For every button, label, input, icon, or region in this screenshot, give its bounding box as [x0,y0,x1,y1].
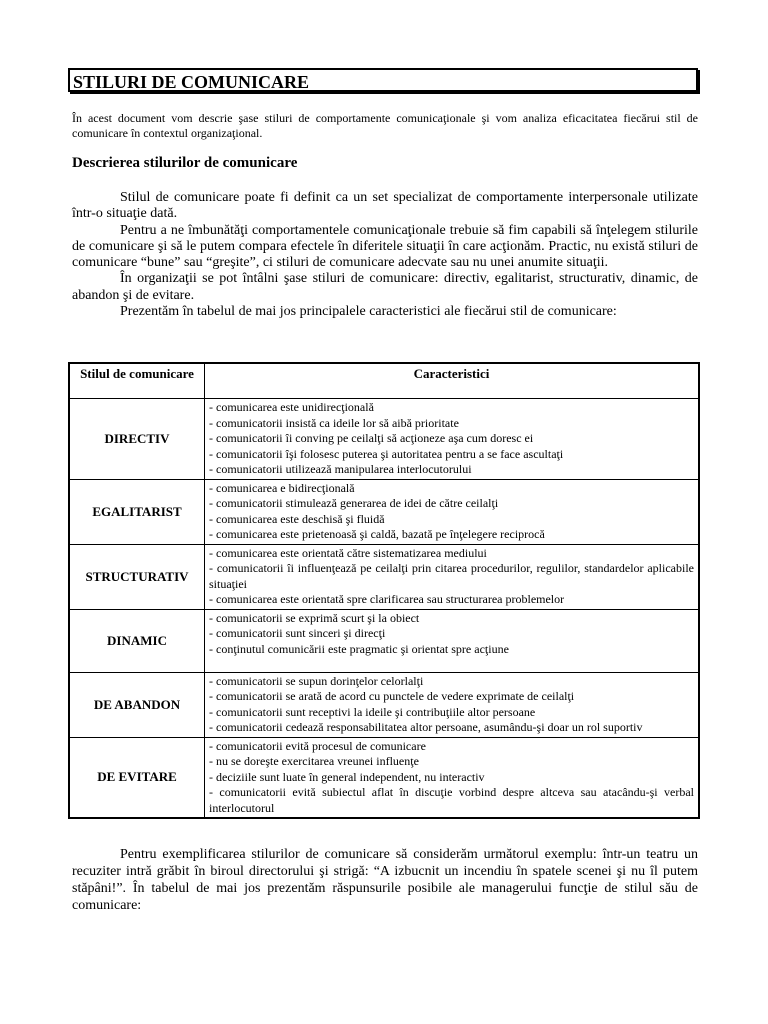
paragraph: Pentru a ne îmbunătăţi comportamentele comunicaţionale trebuie să fim capabili să înţelegem stilurile de comunicare şi să le putem compara efectele în diferitele situaţii în care acţionăm. Practic, nu există stiluri de comunicare “bune” sau “greşite”, ci stiluri de comunicare adecvate sau nu unei anumite situaţii. [72,222,698,271]
feature-item: - comunicatorii evită subiectul aflat în discuţie vorbind despre altceva sau atacându-şi verbal interlocutorul [209,785,694,815]
feature-item: - comunicatorii insistă ca ideile lor să aibă prioritate [209,415,459,430]
features-cell [205,399,700,480]
section-heading: Descrierea stilurilor de comunicare [72,155,298,171]
feature-item: - comunicarea este prietenoasă şi caldă, bazată pe înţelegere reciprocă [209,527,545,541]
paragraph: În organizaţii se pot întâlni şase stiluri de comunicare: directiv, egalitarist, structurativ, dinamic, de abandon şi de evitare. [72,271,698,303]
feature-item: - comunicatorii sunt receptivi la ideile şi contribuţiile altor persoane [209,704,536,719]
style-name-cell: DIRECTIV [69,399,205,480]
paragraph: Stilul de comunicare poate fi definit ca un set specializat de comportamente interpersonale utilizate într-o situaţie dată. [72,190,698,222]
table-header-row [69,363,699,399]
style-name-cell: EGALITARIST [69,479,205,544]
table-body [69,399,699,819]
document-title: STILURI DE COMUNICARE [68,68,698,92]
style-name-cell: DE EVITARE [69,737,205,818]
header-style: Stilul de comunicare [69,363,205,399]
style-name-cell: STRUCTURATIV [69,544,205,609]
feature-item: - comunicarea este deschisă şi fluidă [209,511,385,526]
style-name-cell: DE ABANDON [69,672,205,737]
feature-item: - comunicatorii se arată de acord cu punctele de vedere exprimate de ceilalţi [209,689,575,703]
feature-item: - comunicatorii cedează responsabilitatea altor persoane, asumându-şi doar un rol suportiv [209,720,643,734]
table-row [69,609,699,672]
feature-item: - conţinutul comunicării este pragmatic şi orientat spre acţiune [209,641,509,656]
feature-item: - comunicatorii stimulează generarea de idei de către ceilalţi [209,496,499,510]
features-cell [205,479,700,544]
feature-item: - comunicatorii se exprimă scurt şi la obiect [209,610,420,625]
feature-item: - comunicarea este orientată spre clarificarea sau structurarea problemelor [209,592,565,606]
paragraph: Prezentăm în tabelul de mai jos principalele caracteristici ale fiecărui stil de comunicare: [120,304,617,320]
feature-item: - comunicatorii sunt sinceri şi direcţi [209,626,386,640]
closing-text [72,846,698,914]
intro-paragraph: În acest document vom descrie şase stiluri de comportamente comunicaţionale şi vom analiza eficacitatea fiecărui stil de comunicare în contextul organizaţional. [72,111,698,140]
style-name-cell: DINAMIC [69,609,205,672]
header-features: Caracteristici [205,363,700,399]
table-row [69,479,699,544]
features-cell [205,672,700,737]
feature-item: - deciziile sunt luate în general independent, nu interactiv [209,769,485,784]
feature-item: - nu se doreşte exercitarea vreunei influenţe [209,754,419,768]
feature-item: - comunicarea e bidirecţională [209,480,355,495]
feature-item: - comunicatorii evită procesul de comunicare [209,738,426,753]
styles-table [68,362,700,819]
closing-paragraph: Pentru exemplificarea stilurilor de comunicare să considerăm următorul exemplu: într-un teatru un recuziter intră grăbit în biroul directorului şi strigă: “A izbucnit un incendiu în spatele scenei şi nu îl putem stăpâni!”. În tabelul de mai jos prezentăm răspunsurile posibile ale managerului funcţie de stilul său de comunicare: [72,847,698,913]
feature-item: - comunicarea este orientată către sistematizarea mediului [209,545,487,560]
body-text [72,190,698,320]
feature-item: - comunicatorii utilizează manipularea interlocutorului [209,462,472,476]
table-row [69,737,699,818]
features-cell [205,544,700,609]
feature-item: - comunicatorii îi conving pe ceilalţi să acţioneze aşa cum doresc ei [209,431,534,445]
features-cell [205,609,700,672]
feature-item: - comunicarea este unidirecţională [209,400,374,414]
feature-item: - comunicatorii se supun dorinţelor celorlalţi [209,673,424,688]
table-row [69,544,699,609]
feature-item: - comunicatorii îşi folosesc puterea şi autoritatea pentru a se face ascultaţi [209,446,564,461]
features-cell [205,737,700,818]
table-row [69,672,699,737]
table-row [69,399,699,480]
feature-item: - comunicatorii îi influenţează pe ceilalţi prin citarea procedurilor, regulilor, standardelor aplicabile situaţiei [209,561,694,591]
